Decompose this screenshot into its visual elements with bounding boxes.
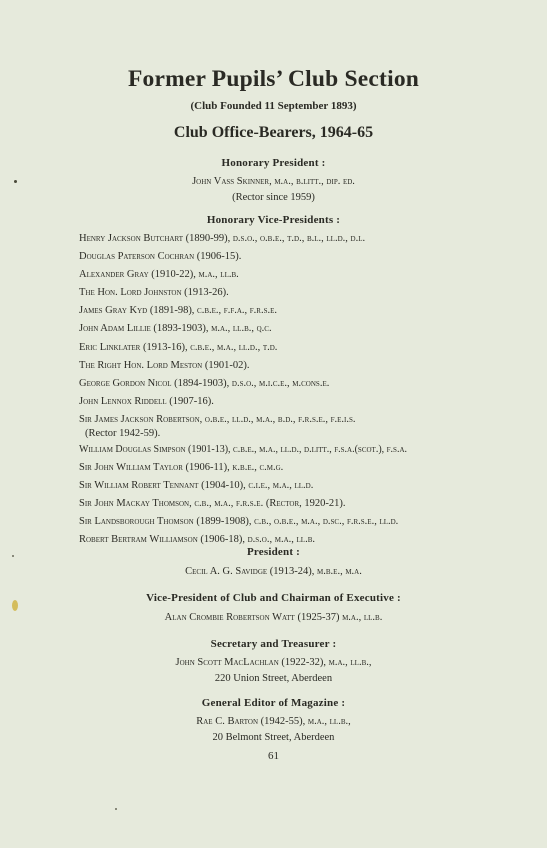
list-item: The Right Hon. Lord Meston (1901-02). (79, 359, 250, 371)
honorary-vice-presidents-heading: Honorary Vice-Presidents : (206, 214, 341, 226)
paper-speck (115, 808, 117, 810)
president-heading: President : (246, 546, 301, 558)
vice-president-name: Alan Crombie Robertson Watt (1925-37) m.a., ll.b. (164, 612, 383, 623)
list-item: George Gordon Nicol (1894-1903), d.s.o., m.i.c.e., m.cons.e. (79, 377, 330, 389)
editor-name: Rae C. Barton (1942-55), m.a., ll.b., (196, 716, 351, 727)
list-item-name: Sir James Jackson Robertson, o.b.e., ll.d., m.a., b.d., f.r.s.e., f.e.i.s. (79, 413, 356, 425)
secretary-heading: Secretary and Treasurer : (210, 638, 337, 650)
list-item: Sir Landsborough Thomson (1899-1908), c.b., o.b.e., m.a., d.sc., f.r.s.e., ll.d. (79, 516, 399, 528)
page-title: Former Pupils’ Club Section (127, 66, 420, 92)
list-item: Douglas Paterson Cochran (1906-15). (79, 251, 242, 263)
club-founded-note: (Club Founded 11 September 1893) (190, 100, 357, 112)
paper-speck (12, 555, 14, 557)
paper-speck (14, 180, 17, 183)
list-item: John Lennox Riddell (1907-16). (79, 395, 214, 407)
list-item: Eric Linklater (1913-16), c.b.e., m.a., ll.d., t.d. (79, 341, 278, 353)
honorary-president-note: (Rector since 1959) (232, 192, 315, 203)
editor-heading: General Editor of Magazine : (201, 697, 346, 709)
page-number: 61 (268, 750, 279, 762)
paper-speck (12, 600, 18, 611)
secretary-name: John Scott MacLachlan (1922-32), m.a., ll.b., (175, 657, 372, 668)
list-item: Sir William Robert Tennant (1904-10), c.i.e., m.a., ll.d. (79, 480, 314, 492)
office-bearers-heading: Club Office-Bearers, 1964-65 (173, 124, 374, 141)
honorary-vice-presidents-list (79, 232, 479, 552)
list-item: Robert Bertram Williamson (1906-18), d.s.o., m.a., ll.b. (79, 534, 315, 546)
honorary-president-heading: Honorary President : (221, 157, 326, 169)
list-item-note: (Rector 1942-59). (85, 427, 161, 439)
list-item: Sir John Mackay Thomson, c.b., m.a., f.r.s.e. (Rector, 1920-21). (79, 498, 346, 510)
editor-address: 20 Belmont Street, Aberdeen (212, 732, 335, 743)
secretary-address: 220 Union Street, Aberdeen (214, 673, 333, 684)
list-item: John Adam Lillie (1893-1903), m.a., ll.b., q.c. (79, 323, 272, 335)
list-item: James Gray Kyd (1891-98), c.b.e., f.f.a., f.r.s.e. (79, 305, 277, 317)
list-item: Alexander Gray (1910-22), m.a., ll.b. (79, 269, 239, 281)
list-item (79, 413, 479, 443)
list-item: Henry Jackson Butchart (1890-99), d.s.o., o.b.e., t.d., b.l., ll.d., d.l. (79, 233, 366, 244)
list-item: William Douglas Simpson (1901-13), c.b.e., m.a., ll.d., d.litt., f.s.a.(scot.), f.s.a. (79, 443, 407, 455)
honorary-president-name: John Vass Skinner, m.a., b.litt., dip. ed. (192, 176, 355, 187)
president-name: Cecil A. G. Savidge (1913-24), m.b.e., m.a. (185, 566, 362, 577)
list-item: The Hon. Lord Johnston (1913-26). (79, 287, 229, 299)
list-item: Sir John William Taylor (1906-11), k.b.e., c.m.g. (79, 462, 284, 474)
vice-president-heading: Vice-President of Club and Chairman of Executive : (146, 592, 401, 604)
